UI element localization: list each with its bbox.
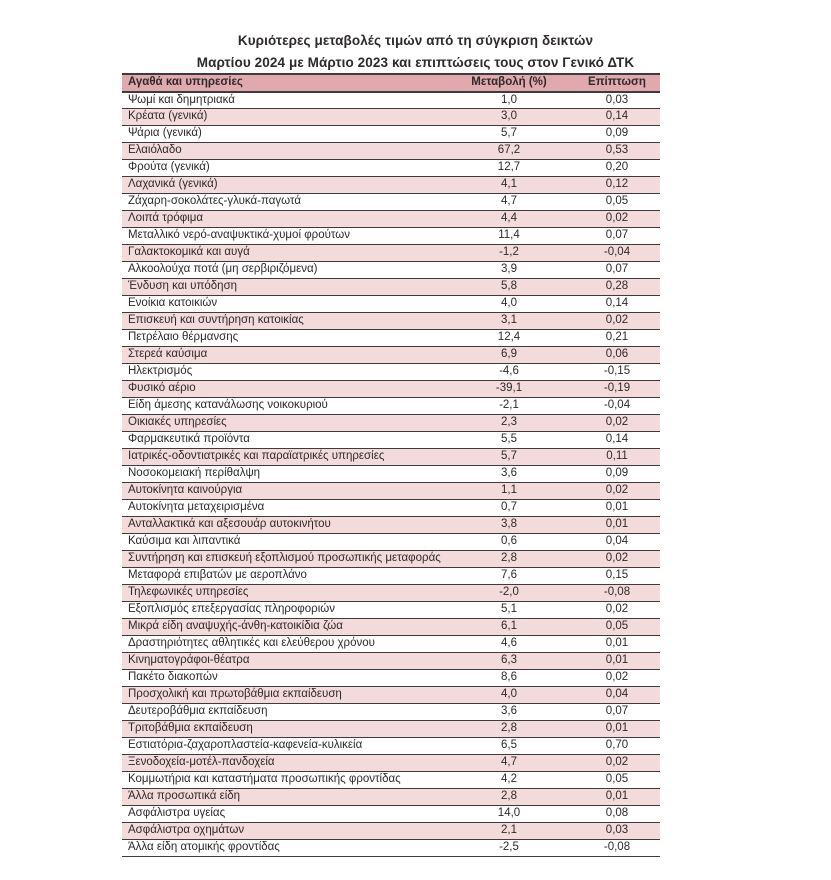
table-row [122, 177, 660, 194]
goods-cell: Μεταλλικό νερό-αναψυκτικά-χυμοί φρούτων [122, 228, 444, 245]
table-row [122, 143, 660, 160]
change-cell: 6,5 [444, 738, 574, 755]
table-row [122, 721, 660, 738]
header-impact: Επίπτωση [574, 74, 660, 92]
impact-cell: 0,02 [574, 602, 660, 619]
change-cell: 5,1 [444, 602, 574, 619]
goods-cell: Εξοπλισμός επεξεργασίας πληροφοριών [122, 602, 444, 619]
table-row [122, 840, 660, 857]
goods-cell: Τριτοβάθμια εκπαίδευση [122, 721, 444, 738]
table-row [122, 449, 660, 466]
impact-cell: 0,02 [574, 211, 660, 228]
table-row [122, 483, 660, 500]
change-cell: 8,6 [444, 670, 574, 687]
impact-cell: 0,01 [574, 653, 660, 670]
table-row [122, 92, 660, 109]
change-cell: 4,7 [444, 755, 574, 772]
change-cell: 5,7 [444, 126, 574, 143]
goods-cell: Είδη άμεσης κατανάλωσης νοικοκυριού [122, 398, 444, 415]
change-cell: 5,8 [444, 279, 574, 296]
change-cell: -2,5 [444, 840, 574, 857]
impact-cell: 0,02 [574, 483, 660, 500]
goods-cell: Επισκευή και συντήρηση κατοικίας [122, 313, 444, 330]
goods-cell: Δευτεροβάθμια εκπαίδευση [122, 704, 444, 721]
change-cell: 6,9 [444, 347, 574, 364]
table-row [122, 245, 660, 262]
table-row [122, 160, 660, 177]
table-row [122, 670, 660, 687]
table-row [122, 517, 660, 534]
goods-cell: Εστιατόρια-ζαχαροπλαστεία-καφενεία-κυλικεία [122, 738, 444, 755]
impact-cell: 0,53 [574, 143, 660, 160]
table-row [122, 653, 660, 670]
impact-cell: 0,07 [574, 262, 660, 279]
goods-cell: Φυσικό αέριο [122, 381, 444, 398]
impact-cell: 0,07 [574, 228, 660, 245]
goods-cell: Ασφάλιστρα υγείας [122, 806, 444, 823]
table-row [122, 806, 660, 823]
change-cell: 2,8 [444, 721, 574, 738]
table-row [122, 738, 660, 755]
impact-cell: 0,07 [574, 704, 660, 721]
table-row [122, 194, 660, 211]
goods-cell: Συντήρηση και επισκευή εξοπλισμού προσωπικής μεταφοράς [122, 551, 444, 568]
impact-cell: -0,04 [574, 245, 660, 262]
change-cell: -39,1 [444, 381, 574, 398]
change-cell: 0,6 [444, 534, 574, 551]
impact-cell: 0,28 [574, 279, 660, 296]
table-row [122, 602, 660, 619]
goods-cell: Κομμωτήρια και καταστήματα προσωπικής φροντίδας [122, 772, 444, 789]
goods-cell: Οικιακές υπηρεσίες [122, 415, 444, 432]
goods-cell: Ηλεκτρισμός [122, 364, 444, 381]
impact-cell: 0,21 [574, 330, 660, 347]
table-row [122, 279, 660, 296]
table-row [122, 398, 660, 415]
goods-cell: Ενοίκια κατοικιών [122, 296, 444, 313]
change-cell: 14,0 [444, 806, 574, 823]
change-cell: 3,9 [444, 262, 574, 279]
change-cell: 3,6 [444, 704, 574, 721]
goods-cell: Καύσιμα και λιπαντικά [122, 534, 444, 551]
change-cell: 5,7 [444, 449, 574, 466]
change-cell: -4,6 [444, 364, 574, 381]
goods-cell: Άλλα είδη ατομικής φροντίδας [122, 840, 444, 857]
change-cell: -2,0 [444, 585, 574, 602]
impact-cell: 0,01 [574, 721, 660, 738]
goods-cell: Ψωμί και δημητριακά [122, 92, 444, 109]
table-row [122, 364, 660, 381]
table-row [122, 772, 660, 789]
change-cell: 2,8 [444, 551, 574, 568]
impact-cell: 0,15 [574, 568, 660, 585]
change-cell: 2,1 [444, 823, 574, 840]
change-cell: 1,1 [444, 483, 574, 500]
change-cell: 6,1 [444, 619, 574, 636]
goods-cell: Γαλακτοκομικά και αυγά [122, 245, 444, 262]
table-row [122, 466, 660, 483]
impact-cell: 0,70 [574, 738, 660, 755]
change-cell: 12,4 [444, 330, 574, 347]
goods-cell: Φαρμακευτικά προϊόντα [122, 432, 444, 449]
goods-cell: Ασφάλιστρα οχημάτων [122, 823, 444, 840]
table-header-row [122, 74, 660, 92]
impact-cell: 0,14 [574, 296, 660, 313]
change-cell: 2,8 [444, 789, 574, 806]
change-cell: 4,0 [444, 687, 574, 704]
goods-cell: Κρέατα (γενικά) [122, 109, 444, 126]
impact-cell: 0,05 [574, 619, 660, 636]
table-row [122, 755, 660, 772]
change-cell: 4,7 [444, 194, 574, 211]
change-cell: 4,4 [444, 211, 574, 228]
table-row [122, 211, 660, 228]
impact-cell: -0,19 [574, 381, 660, 398]
impact-cell: -0,08 [574, 840, 660, 857]
impact-cell: 0,02 [574, 670, 660, 687]
cpi-changes-table [122, 73, 660, 857]
table-row [122, 823, 660, 840]
impact-cell: 0,03 [574, 823, 660, 840]
impact-cell: 0,20 [574, 160, 660, 177]
goods-cell: Πετρέλαιο θέρμανσης [122, 330, 444, 347]
goods-cell: Αυτοκίνητα μεταχειρισμένα [122, 500, 444, 517]
impact-cell: 0,06 [574, 347, 660, 364]
goods-cell: Λοιπά τρόφιμα [122, 211, 444, 228]
impact-cell: 0,01 [574, 636, 660, 653]
table-row [122, 704, 660, 721]
goods-cell: Μεταφορά επιβατών με αεροπλάνο [122, 568, 444, 585]
goods-cell: Ιατρικές-οδοντιατρικές και παραϊατρικές υπηρεσίες [122, 449, 444, 466]
impact-cell: 0,04 [574, 687, 660, 704]
table-title [0, 30, 831, 74]
change-cell: 12,7 [444, 160, 574, 177]
goods-cell: Αλκοολούχα ποτά (μη σερβιριζόμενα) [122, 262, 444, 279]
table-row [122, 636, 660, 653]
change-cell: 4,1 [444, 177, 574, 194]
impact-cell: 0,01 [574, 517, 660, 534]
change-cell: 11,4 [444, 228, 574, 245]
goods-cell: Ελαιόλαδο [122, 143, 444, 160]
impact-cell: 0,09 [574, 466, 660, 483]
impact-cell: 0,11 [574, 449, 660, 466]
impact-cell: 0,02 [574, 551, 660, 568]
table-row [122, 619, 660, 636]
impact-cell: 0,08 [574, 806, 660, 823]
table-row [122, 500, 660, 517]
header-goods-services: Αγαθά και υπηρεσίες [122, 74, 444, 92]
goods-cell: Ξενοδοχεία-μοτέλ-πανδοχεία [122, 755, 444, 772]
goods-cell: Αυτοκίνητα καινούργια [122, 483, 444, 500]
table-row [122, 534, 660, 551]
goods-cell: Τηλεφωνικές υπηρεσίες [122, 585, 444, 602]
impact-cell: 0,03 [574, 92, 660, 109]
change-cell: 6,3 [444, 653, 574, 670]
change-cell: 3,0 [444, 109, 574, 126]
impact-cell: 0,01 [574, 500, 660, 517]
table-row [122, 109, 660, 126]
table-row [122, 687, 660, 704]
table-row [122, 126, 660, 143]
table-row [122, 296, 660, 313]
impact-cell: 0,01 [574, 789, 660, 806]
goods-cell: Ψάρια (γενικά) [122, 126, 444, 143]
goods-cell: Πακέτο διακοπών [122, 670, 444, 687]
change-cell: 3,6 [444, 466, 574, 483]
goods-cell: Κινηματογράφοι-θέατρα [122, 653, 444, 670]
table-row [122, 228, 660, 245]
table-row [122, 551, 660, 568]
change-cell: 0,7 [444, 500, 574, 517]
table-row [122, 432, 660, 449]
change-cell: 7,6 [444, 568, 574, 585]
impact-cell: 0,12 [574, 177, 660, 194]
impact-cell: 0,05 [574, 772, 660, 789]
change-cell: 4,6 [444, 636, 574, 653]
change-cell: 5,5 [444, 432, 574, 449]
impact-cell: 0,14 [574, 109, 660, 126]
change-cell: 3,1 [444, 313, 574, 330]
goods-cell: Ζάχαρη-σοκολάτες-γλυκά-παγωτά [122, 194, 444, 211]
header-change-percent: Μεταβολή (%) [444, 74, 574, 92]
impact-cell: -0,04 [574, 398, 660, 415]
change-cell: 4,0 [444, 296, 574, 313]
table-row [122, 262, 660, 279]
table-row [122, 415, 660, 432]
title-line-1: Κυριότερες μεταβολές τιμών από τη σύγκριση δεικτών [237, 33, 594, 48]
table-row [122, 789, 660, 806]
goods-cell: Δραστηριότητες αθλητικές και ελεύθερου χρόνου [122, 636, 444, 653]
change-cell: 1,0 [444, 92, 574, 109]
goods-cell: Μικρά είδη αναψυχής-άνθη-κατοικίδια ζώα [122, 619, 444, 636]
table-row [122, 381, 660, 398]
change-cell: 4,2 [444, 772, 574, 789]
goods-cell: Φρούτα (γενικά) [122, 160, 444, 177]
goods-cell: Στερεά καύσιμα [122, 347, 444, 364]
change-cell: -1,2 [444, 245, 574, 262]
impact-cell: -0,08 [574, 585, 660, 602]
impact-cell: 0,02 [574, 415, 660, 432]
table-row [122, 585, 660, 602]
change-cell: 67,2 [444, 143, 574, 160]
goods-cell: Λαχανικά (γενικά) [122, 177, 444, 194]
impact-cell: 0,05 [574, 194, 660, 211]
title-line-2: Μαρτίου 2024 με Μάρτιο 2023 και επιπτώσεις τους στον Γενικό ΔΤΚ [196, 55, 635, 70]
impact-cell: 0,14 [574, 432, 660, 449]
change-cell: 3,8 [444, 517, 574, 534]
goods-cell: Νοσοκομειακή περίθαλψη [122, 466, 444, 483]
impact-cell: 0,02 [574, 755, 660, 772]
table-row [122, 330, 660, 347]
table-row [122, 313, 660, 330]
change-cell: -2,1 [444, 398, 574, 415]
goods-cell: Άλλα προσωπικά είδη [122, 789, 444, 806]
goods-cell: Ανταλλακτικά και αξεσουάρ αυτοκινήτου [122, 517, 444, 534]
goods-cell: Ένδυση και υπόδηση [122, 279, 444, 296]
impact-cell: 0,04 [574, 534, 660, 551]
table-row [122, 347, 660, 364]
table-row [122, 568, 660, 585]
goods-cell: Προσχολική και πρωτοβάθμια εκπαίδευση [122, 687, 444, 704]
impact-cell: -0,15 [574, 364, 660, 381]
change-cell: 2,3 [444, 415, 574, 432]
impact-cell: 0,02 [574, 313, 660, 330]
impact-cell: 0,09 [574, 126, 660, 143]
